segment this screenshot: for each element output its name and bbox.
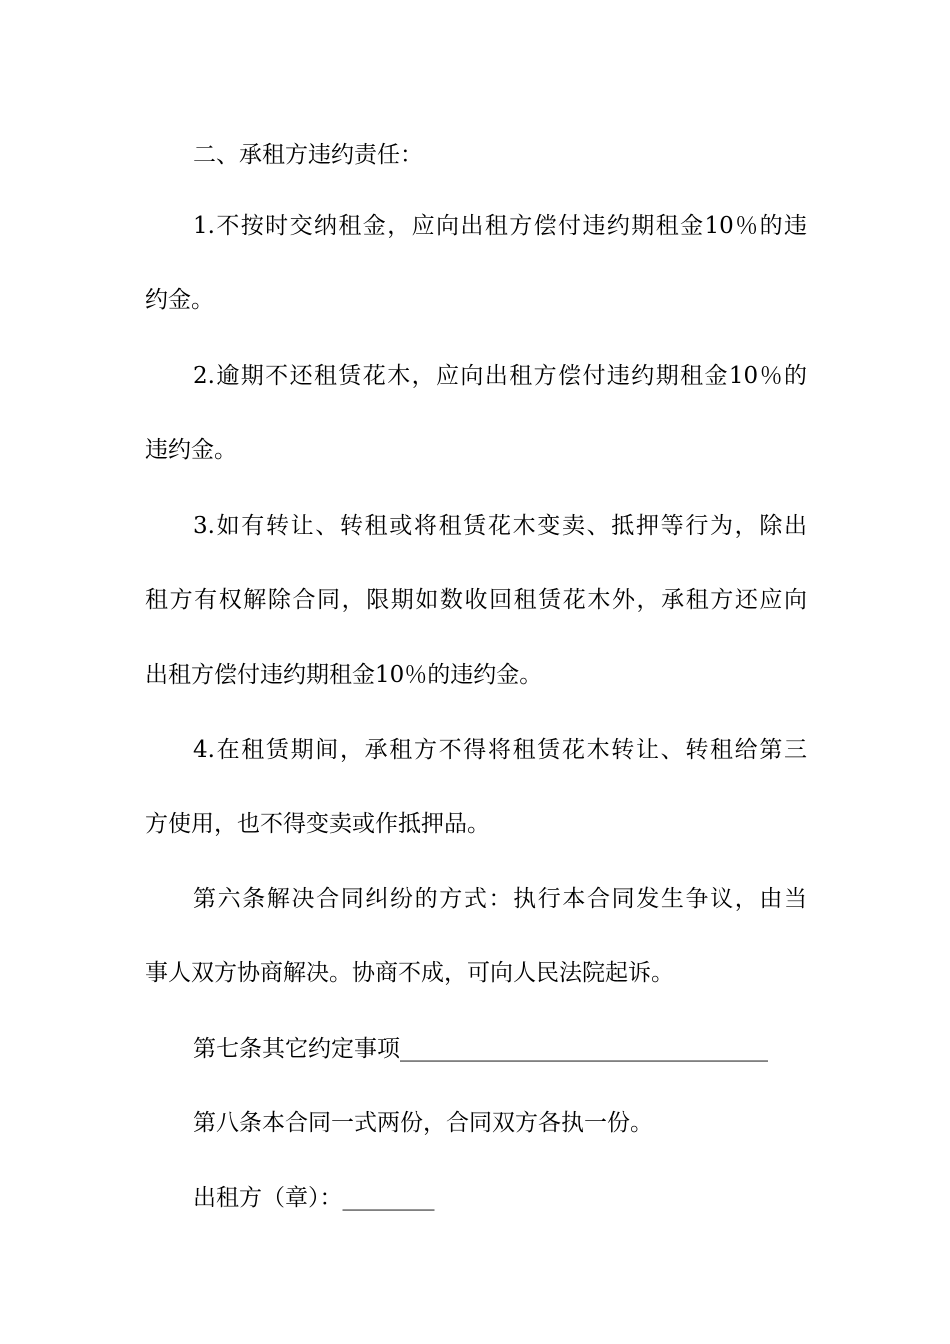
clause-1-line-2: 约金。 <box>145 287 214 313</box>
article-8-copies: 第八条本合同一式两份，合同双方各执一份。 <box>193 1110 653 1136</box>
clause-3-line-2: 租方有权解除合同，限期如数收回租赁花木外，承租方还应向 <box>145 587 807 613</box>
clause-4-line-2: 方使用，也不得变卖或作抵押品。 <box>145 811 490 837</box>
article-7-other-matters: 第七条其它约定事项________________________________ <box>193 1036 768 1062</box>
section-heading-breach-liability: 二、承租方违约责任： <box>193 142 423 168</box>
clause-1-line-1: 1.不按时交纳租金，应向出租方偿付违约期租金10％的违 <box>193 213 807 239</box>
clause-2-line-2: 违约金。 <box>145 437 237 463</box>
clause-2-line-1: 2.逾期不还租赁花木，应向出租方偿付违约期租金10％的 <box>193 363 807 389</box>
article-6-line-1: 第六条解决合同纠纷的方式：执行本合同发生争议，由当 <box>193 886 807 912</box>
clause-4-line-1: 4.在租赁期间，承租方不得将租赁花木转让、转租给第三 <box>193 737 807 763</box>
clause-3-line-3: 出租方偿付违约期租金10％的违约金。 <box>145 662 543 688</box>
lessor-signature-line: 出租方（章）：________ <box>193 1185 435 1211</box>
clause-3-line-1: 3.如有转让、转租或将租赁花木变卖、抵押等行为，除出 <box>193 513 807 539</box>
article-6-line-2: 事人双方协商解决。协商不成，可向人民法院起诉。 <box>145 960 674 986</box>
